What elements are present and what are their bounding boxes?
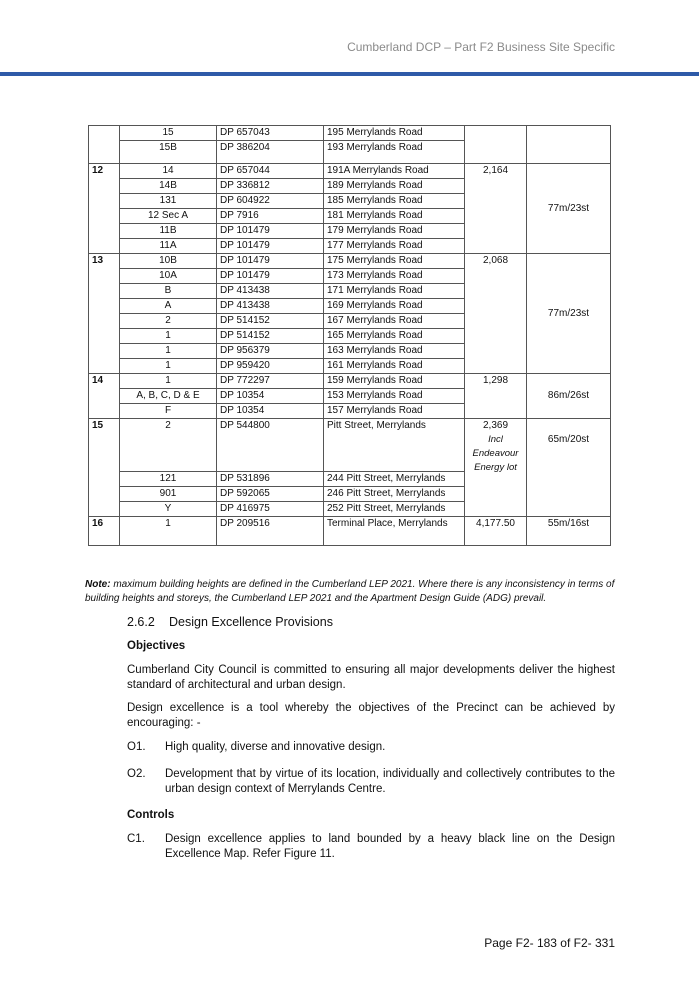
area-cell: 4,177.50 bbox=[465, 517, 527, 546]
design-excellence-paragraph: Design excellence is a tool whereby the objectives of the Precinct can be achieved by encouraging: - bbox=[127, 702, 615, 729]
dp-cell: DP 10354 bbox=[217, 404, 324, 419]
address-cell: 181 Merrylands Road bbox=[324, 209, 465, 224]
dp-cell: DP 592065 bbox=[217, 487, 324, 502]
dp-cell: DP 514152 bbox=[217, 314, 324, 329]
area-cell: 1,298 bbox=[465, 374, 527, 419]
dp-cell: DP 101479 bbox=[217, 224, 324, 239]
table-row bbox=[89, 517, 611, 546]
address-cell: 169 Merrylands Road bbox=[324, 299, 465, 314]
table-row bbox=[89, 419, 611, 472]
lot-cell: 901 bbox=[120, 487, 217, 502]
area-cell: 2,164 bbox=[465, 164, 527, 254]
lot-cell: 2 bbox=[120, 314, 217, 329]
dp-cell: DP 413438 bbox=[217, 299, 324, 314]
lot-cell: 1 bbox=[120, 374, 217, 389]
height-cell: 65m/20st bbox=[527, 419, 611, 517]
table-note bbox=[85, 578, 617, 606]
dp-cell: DP 413438 bbox=[217, 284, 324, 299]
address-cell: 195 Merrylands Road bbox=[324, 126, 465, 141]
note-label: Note: bbox=[85, 579, 111, 590]
objective-text: High quality, diverse and innovative design. bbox=[165, 741, 386, 753]
header-divider bbox=[0, 72, 699, 76]
height-cell: 55m/16st bbox=[527, 517, 611, 546]
lot-cell: 10A bbox=[120, 269, 217, 284]
dp-cell: DP 531896 bbox=[217, 472, 324, 487]
section-number: 2.6.2 bbox=[127, 615, 155, 629]
address-cell: 173 Merrylands Road bbox=[324, 269, 465, 284]
lot-cell: 2 bbox=[120, 419, 217, 472]
lot-cell: A, B, C, D & E bbox=[120, 389, 217, 404]
lot-cell: 1 bbox=[120, 517, 217, 546]
dp-cell: DP 101479 bbox=[217, 239, 324, 254]
lot-cell: 12 Sec A bbox=[120, 209, 217, 224]
lot-cell: 15B bbox=[120, 141, 217, 164]
area-cell: 2,068 bbox=[465, 254, 527, 374]
dp-cell: DP 101479 bbox=[217, 269, 324, 284]
dp-cell: DP 101479 bbox=[217, 254, 324, 269]
lot-cell: 10B bbox=[120, 254, 217, 269]
objective-text: Development that by virtue of its location, individually and collectively contributes to the urban design context of Merrylands Centre. bbox=[165, 768, 615, 795]
address-cell: 159 Merrylands Road bbox=[324, 374, 465, 389]
page-number: Page F2- 183 of F2- 331 bbox=[484, 936, 615, 950]
control-text: Design excellence applies to land bounded by a heavy black line on the Design Excellence Map. Refer Figure 11. bbox=[165, 833, 615, 860]
address-cell: 252 Pitt Street, Merrylands bbox=[324, 502, 465, 517]
table-row bbox=[89, 164, 611, 179]
precinct-cell: 16 bbox=[89, 517, 120, 546]
dp-cell: DP 657044 bbox=[217, 164, 324, 179]
lot-cell: 131 bbox=[120, 194, 217, 209]
dp-cell: DP 7916 bbox=[217, 209, 324, 224]
area-value: 2,369 bbox=[482, 420, 509, 431]
table-row bbox=[89, 374, 611, 389]
dp-cell: DP 386204 bbox=[217, 141, 324, 164]
objective-code: O2. bbox=[127, 768, 146, 780]
lot-cell: 14 bbox=[120, 164, 217, 179]
address-cell: 167 Merrylands Road bbox=[324, 314, 465, 329]
table-row bbox=[89, 126, 611, 141]
dp-cell: DP 10354 bbox=[217, 389, 324, 404]
height-cell: 86m/26st bbox=[527, 374, 611, 419]
lot-schedule-table bbox=[88, 125, 611, 546]
address-cell: 185 Merrylands Road bbox=[324, 194, 465, 209]
address-cell: 191A Merrylands Road bbox=[324, 164, 465, 179]
lot-cell: 14B bbox=[120, 179, 217, 194]
lot-cell: 1 bbox=[120, 344, 217, 359]
address-cell: 161 Merrylands Road bbox=[324, 359, 465, 374]
address-cell: Terminal Place, Merrylands bbox=[324, 517, 465, 546]
dp-cell: DP 514152 bbox=[217, 329, 324, 344]
intro-paragraph: Cumberland City Council is committed to ensuring all major developments deliver the highest standard of architectural and urban design. bbox=[127, 664, 615, 691]
section-heading bbox=[127, 615, 333, 629]
precinct-cell: 14 bbox=[89, 374, 120, 419]
lot-cell: 1 bbox=[120, 359, 217, 374]
lot-cell: Y bbox=[120, 502, 217, 517]
address-cell: 171 Merrylands Road bbox=[324, 284, 465, 299]
controls-heading: Controls bbox=[127, 809, 175, 821]
lot-cell: 121 bbox=[120, 472, 217, 487]
address-cell: 153 Merrylands Road bbox=[324, 389, 465, 404]
lot-cell: A bbox=[120, 299, 217, 314]
address-cell: 165 Merrylands Road bbox=[324, 329, 465, 344]
height-cell: 77m/23st bbox=[527, 164, 611, 254]
precinct-cell: 15 bbox=[89, 419, 120, 517]
address-cell: 163 Merrylands Road bbox=[324, 344, 465, 359]
precinct-cell: 12 bbox=[89, 164, 120, 254]
note-text: maximum building heights are defined in the Cumberland LEP 2021. Where there is any inconsistency in terms of building heights and storeys, the Cumberland LEP 2021 and the Apartment Design Guide (ADG) prevail. bbox=[85, 579, 615, 604]
address-cell: 157 Merrylands Road bbox=[324, 404, 465, 419]
address-cell: 193 Merrylands Road bbox=[324, 141, 465, 164]
lot-cell: B bbox=[120, 284, 217, 299]
objective-code: O1. bbox=[127, 741, 146, 753]
precinct-cell bbox=[89, 126, 120, 164]
objective-item bbox=[127, 740, 615, 755]
dp-cell: DP 336812 bbox=[217, 179, 324, 194]
dp-cell: DP 772297 bbox=[217, 374, 324, 389]
lot-cell: 15 bbox=[120, 126, 217, 141]
address-cell: Pitt Street, Merrylands bbox=[324, 419, 465, 472]
precinct-cell: 13 bbox=[89, 254, 120, 374]
control-code: C1. bbox=[127, 833, 145, 845]
dp-cell: DP 416975 bbox=[217, 502, 324, 517]
area-cell bbox=[465, 419, 527, 517]
address-cell: 177 Merrylands Road bbox=[324, 239, 465, 254]
section-title: Design Excellence Provisions bbox=[169, 615, 333, 629]
objective-item bbox=[127, 767, 615, 797]
lot-cell: 11B bbox=[120, 224, 217, 239]
dp-cell: DP 956379 bbox=[217, 344, 324, 359]
lot-cell: F bbox=[120, 404, 217, 419]
area-cell bbox=[465, 126, 527, 164]
height-cell bbox=[527, 126, 611, 164]
address-cell: 175 Merrylands Road bbox=[324, 254, 465, 269]
control-item bbox=[127, 832, 615, 862]
dp-cell: DP 657043 bbox=[217, 126, 324, 141]
dp-cell: DP 959420 bbox=[217, 359, 324, 374]
address-cell: 244 Pitt Street, Merrylands bbox=[324, 472, 465, 487]
lot-cell: 11A bbox=[120, 239, 217, 254]
dp-cell: DP 544800 bbox=[217, 419, 324, 472]
page-header-title: Cumberland DCP – Part F2 Business Site Specific bbox=[347, 40, 615, 54]
height-cell: 77m/23st bbox=[527, 254, 611, 374]
lot-cell: 1 bbox=[120, 329, 217, 344]
dp-cell: DP 209516 bbox=[217, 517, 324, 546]
area-note: Incl Endeavour Energy lot bbox=[472, 434, 519, 473]
address-cell: 179 Merrylands Road bbox=[324, 224, 465, 239]
table-row bbox=[89, 254, 611, 269]
dp-cell: DP 604922 bbox=[217, 194, 324, 209]
address-cell: 189 Merrylands Road bbox=[324, 179, 465, 194]
objectives-heading: Objectives bbox=[127, 640, 186, 652]
address-cell: 246 Pitt Street, Merrylands bbox=[324, 487, 465, 502]
